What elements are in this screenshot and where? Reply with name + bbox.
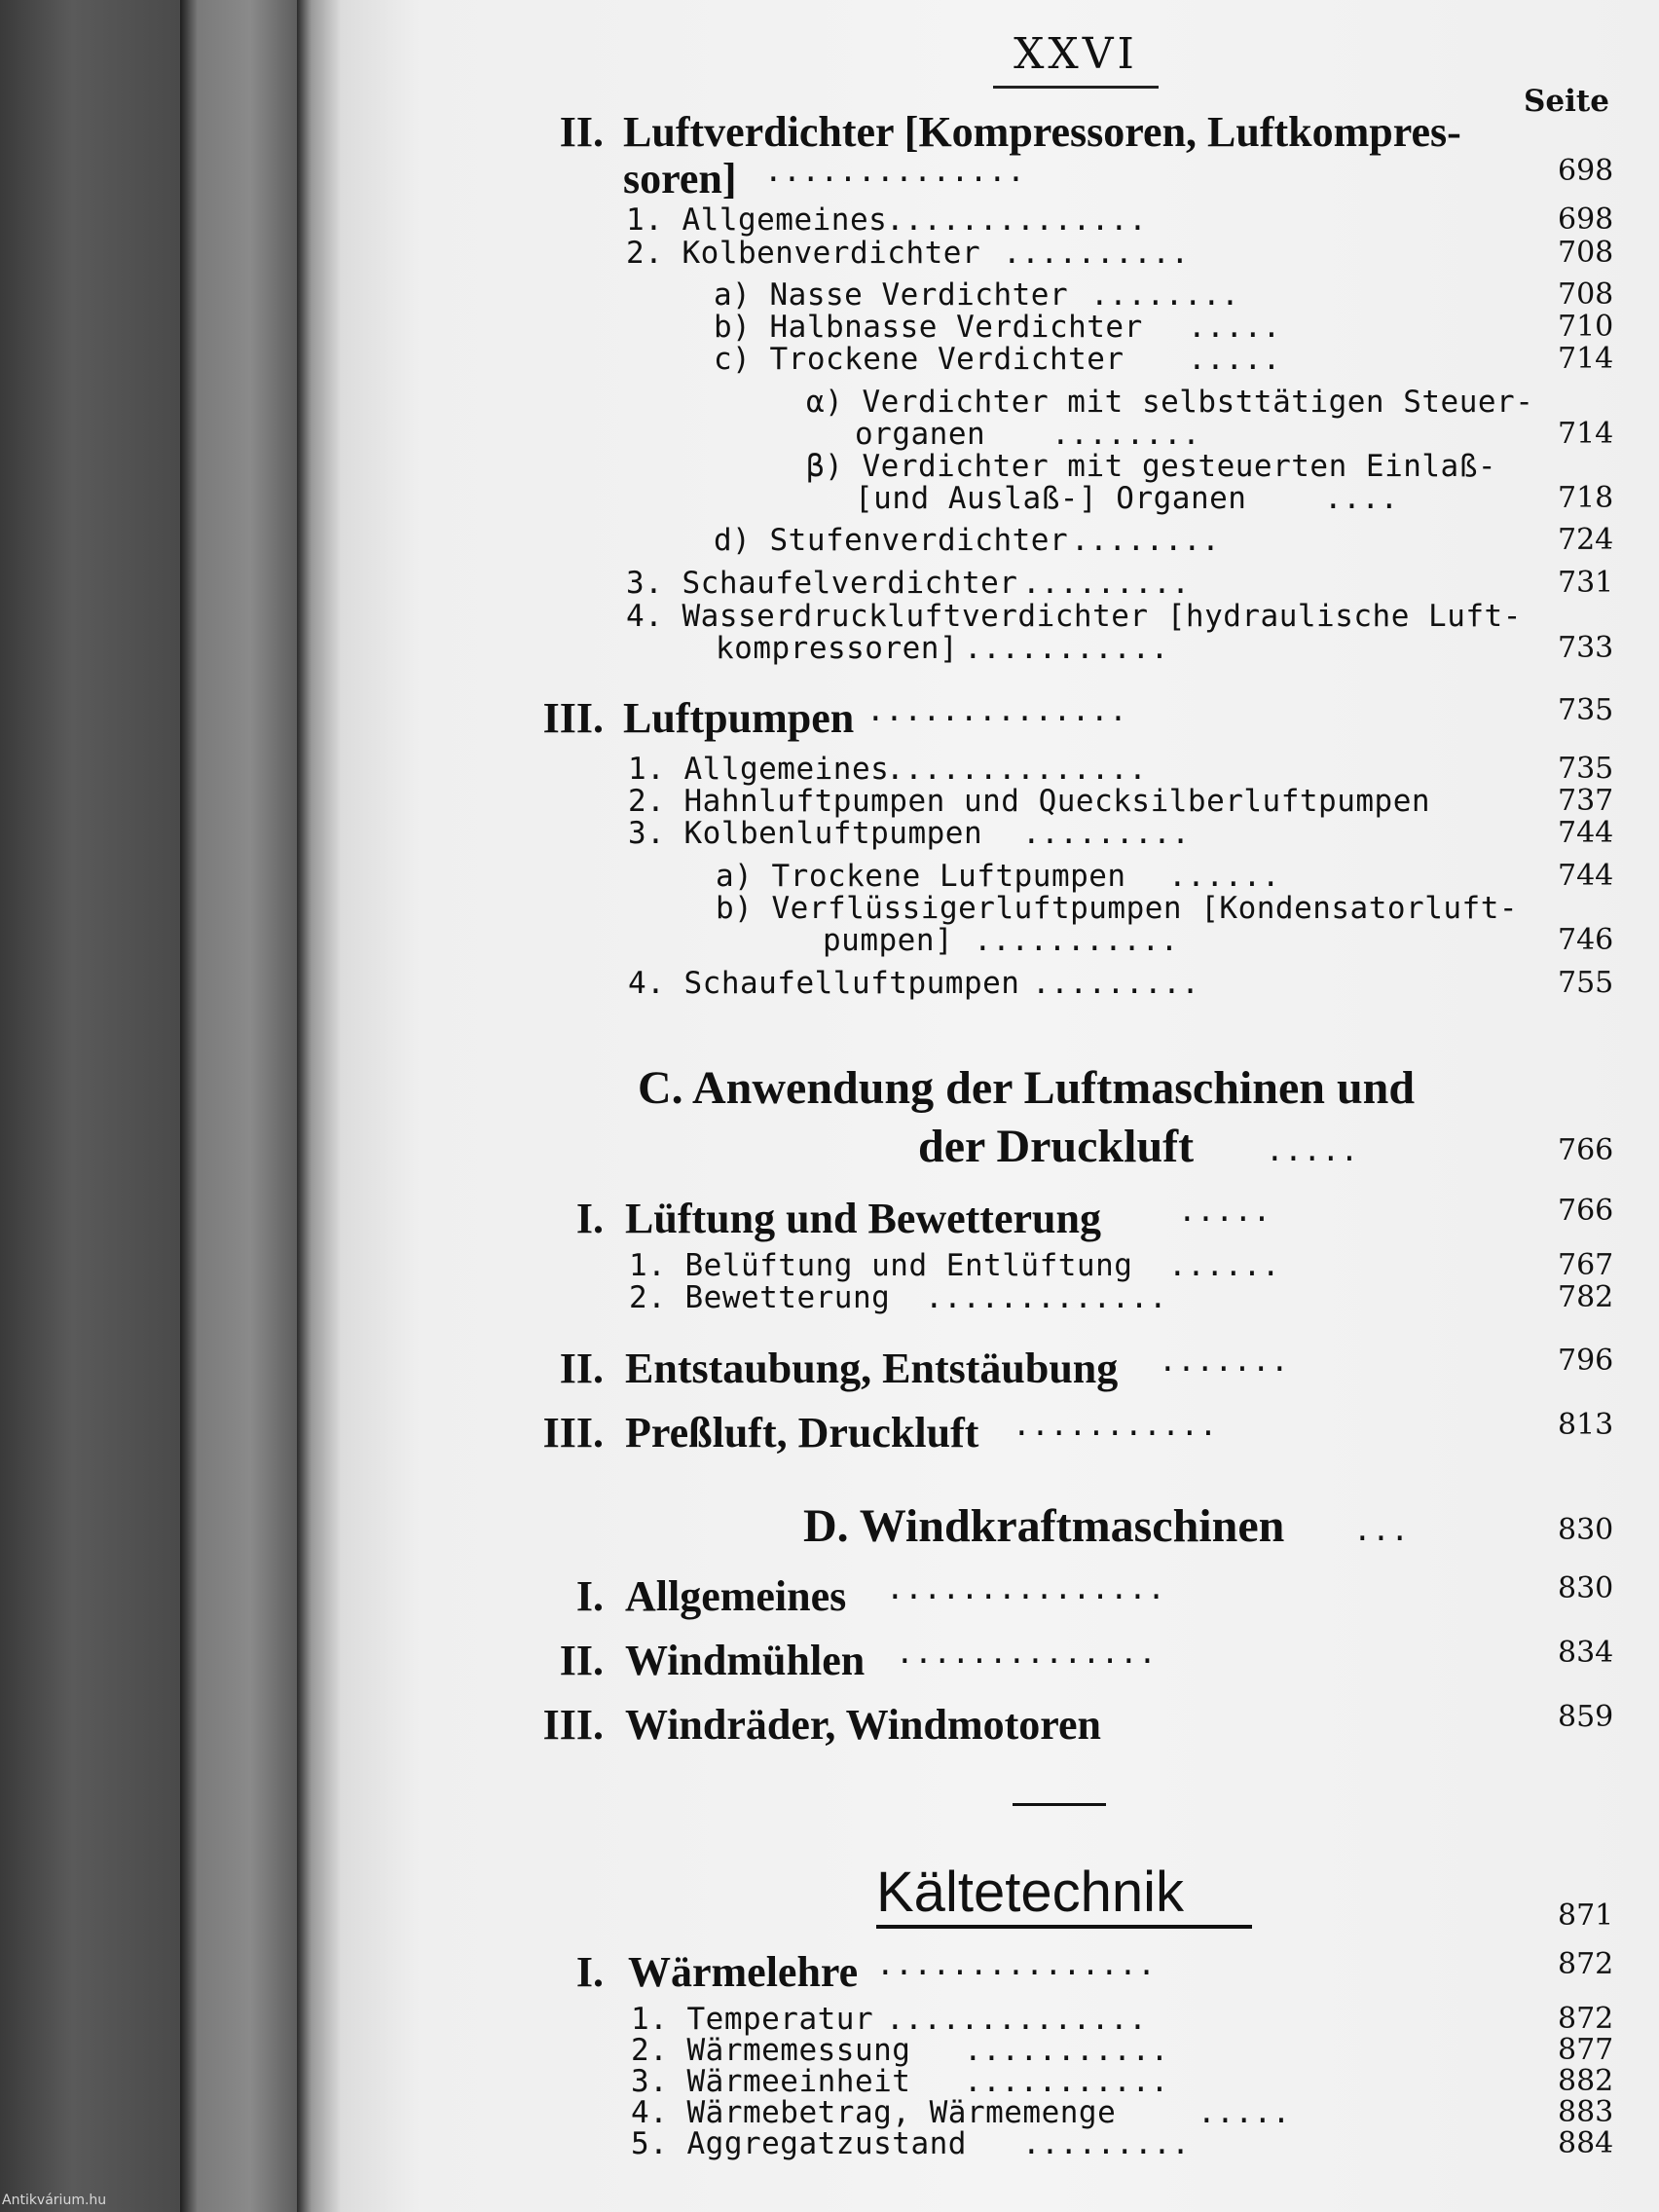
page-number: 830: [1558, 1513, 1614, 1547]
leader-dots: ......: [1168, 1248, 1280, 1283]
leader-dots: ........: [1051, 417, 1201, 452]
entry-label: 1. Allgemeines: [628, 752, 890, 787]
roman-numeral: I.: [575, 1948, 604, 1996]
part-title-line1: C. Anwendung der Luftmaschinen und: [638, 1062, 1416, 1114]
toc-entry: [0, 523, 1659, 562]
leader-dots: ...........: [964, 631, 1169, 666]
toc-section-pressluft: [0, 1408, 1659, 1456]
page-number: 877: [1558, 2033, 1614, 2067]
leader-dots: .....: [1188, 310, 1281, 345]
leader-dots: .........: [1032, 966, 1200, 1001]
leader-dots: .....: [1188, 342, 1281, 377]
page-number: 698: [1558, 203, 1614, 237]
page-number: 714: [1558, 417, 1614, 451]
section-title: Wärmelehre: [628, 1948, 859, 1996]
page-number: 735: [1558, 693, 1614, 727]
entry-label: 1. Allgemeines: [626, 203, 888, 238]
leader-dots: .....: [1266, 1133, 1359, 1168]
entry-label: 1. Belüftung und Entlüftung: [629, 1248, 1133, 1283]
leader-dots: ..............: [886, 752, 1148, 787]
page-number: 872: [1558, 2002, 1614, 2036]
leader-dots: ........: [1090, 277, 1240, 313]
toc-section-luftpumpen: [0, 693, 1659, 742]
watermark: Antikvárium.hu: [2, 2193, 107, 2208]
toc-section-allgemeines: [0, 1571, 1659, 1620]
page-number: 834: [1558, 1636, 1614, 1670]
roman-numeral: I.: [575, 1195, 604, 1242]
page-number: 735: [1558, 752, 1614, 786]
leader-dots: .........: [1022, 566, 1191, 601]
leader-dots: ..............: [896, 1636, 1158, 1671]
toc-section-lueftung: [0, 1194, 1659, 1242]
entry-label: 2. Hahnluftpumpen und Quecksilberluftpumpen: [628, 784, 1431, 819]
leader-dots: ..............: [764, 154, 1026, 189]
section-title: Allgemeines: [625, 1572, 847, 1620]
entry-label: 3. Wärmeeinheit: [631, 2064, 911, 2099]
page-number: 733: [1558, 631, 1614, 665]
entry-label: kompressoren]: [716, 631, 959, 666]
entry-label: 3. Schaufelverdichter: [626, 566, 1018, 601]
section-title: Lüftung und Bewetterung: [625, 1195, 1101, 1242]
entry-label: [und Auslaß-] Organen: [855, 481, 1247, 516]
entry-label: 3. Kolbenluftpumpen: [628, 816, 983, 851]
page-number: 746: [1558, 923, 1614, 957]
page-number: 884: [1558, 2126, 1614, 2160]
section-title-line2: soren]: [623, 155, 737, 203]
entry-label: 4. Wasserdruckluftverdichter [hydraulische Luft-: [626, 599, 1522, 634]
page-number: 724: [1558, 523, 1614, 557]
toc-entry: [0, 966, 1659, 1005]
leader-dots: ...............: [876, 1947, 1157, 1982]
toc-entry: [0, 923, 1659, 962]
leader-dots: .....: [1198, 2095, 1291, 2130]
page-number: 766: [1558, 1133, 1614, 1167]
page-number: 731: [1558, 566, 1614, 600]
entry-label: 2. Wärmemessung: [631, 2033, 911, 2068]
section-title: Entstaubung, Entstäubung: [625, 1345, 1119, 1392]
entry-label: a) Trockene Luftpumpen: [716, 859, 1126, 894]
leader-dots: .........: [1022, 2126, 1191, 2161]
roman-numeral: II.: [559, 108, 604, 156]
kaeltetechnik-page-row: [0, 1899, 1659, 1937]
page-number: 744: [1558, 859, 1614, 893]
page-number: 782: [1558, 1280, 1614, 1314]
leader-dots: ...: [1353, 1513, 1410, 1548]
page-number: 755: [1558, 966, 1614, 1000]
entry-label: b) Halbnasse Verdichter: [714, 310, 1143, 345]
section-title: Windmühlen: [625, 1637, 866, 1684]
leader-dots: ..........: [1003, 236, 1190, 271]
roman-numeral: II.: [559, 1637, 604, 1684]
page-number: 813: [1558, 1408, 1614, 1442]
leader-dots: ...............: [886, 1571, 1166, 1606]
toc-entry: [0, 342, 1659, 381]
page-number: 708: [1558, 236, 1614, 270]
page-number: 767: [1558, 1248, 1614, 1282]
entry-label: 4. Schaufelluftpumpen: [628, 966, 1020, 1001]
section-divider: [1013, 1803, 1106, 1806]
roman-numeral: II.: [559, 1345, 604, 1392]
part-d-heading: [0, 1499, 1659, 1554]
leader-dots: ...........: [974, 923, 1179, 958]
page-number: 714: [1558, 342, 1614, 376]
leader-dots: ...........: [964, 2033, 1169, 2068]
leader-dots: .....: [1178, 1194, 1272, 1229]
page-number: 718: [1558, 481, 1614, 515]
toc-section-luftverdichter: [0, 107, 1659, 156]
page-header: XXVI: [1014, 29, 1138, 79]
roman-numeral: III.: [542, 1409, 604, 1456]
entry-label: 1. Temperatur: [631, 2002, 874, 2037]
page-number: 744: [1558, 816, 1614, 850]
toc-entry: [0, 1280, 1659, 1319]
page-number: 872: [1558, 1947, 1614, 1981]
section-title-line1: Luftverdichter [Kompressoren, Luftkompres-: [623, 108, 1461, 156]
entry-label: β) Verdichter mit gesteuerten Einlaß-: [806, 449, 1497, 484]
entry-label: d) Stufenverdichter: [714, 523, 1069, 558]
leader-dots: ...........: [964, 2064, 1169, 2099]
toc-entry: [0, 236, 1659, 275]
toc-entry: [0, 631, 1659, 670]
leader-dots: ..............: [886, 203, 1148, 238]
page-number: 737: [1558, 784, 1614, 818]
toc-section-luftverdichter-line2: [0, 154, 1659, 203]
part-title-line2: der Druckluft: [918, 1121, 1195, 1172]
roman-numeral: III.: [542, 694, 604, 742]
page-number: 796: [1558, 1344, 1614, 1378]
page-number: 710: [1558, 310, 1614, 344]
toc-entry: [0, 2126, 1659, 2165]
entry-label: pumpen]: [823, 923, 954, 958]
roman-numeral: III.: [542, 1701, 604, 1749]
page-number: 708: [1558, 277, 1614, 312]
entry-label: 2. Bewetterung: [629, 1280, 891, 1315]
leader-dots: ........: [1071, 523, 1221, 558]
toc-entry: [0, 481, 1659, 520]
page-number: 883: [1558, 2095, 1614, 2129]
leader-dots: .........: [1022, 816, 1191, 851]
leader-dots: .......: [1159, 1344, 1290, 1379]
entry-label: a) Nasse Verdichter: [714, 277, 1069, 313]
toc-section-entstaubung: [0, 1344, 1659, 1392]
entry-label: 4. Wärmebetrag, Wärmemenge: [631, 2095, 1117, 2130]
roman-numeral: I.: [575, 1572, 604, 1620]
page-number: 882: [1558, 2064, 1614, 2098]
entry-label: 5. Aggregatzustand: [631, 2126, 967, 2161]
leader-dots: ......: [1168, 859, 1280, 894]
entry-label: organen: [855, 417, 986, 452]
part-c-heading-line2: [0, 1120, 1659, 1174]
section-title: Windräder, Windmotoren: [625, 1701, 1102, 1749]
entry-label: 2. Kolbenverdichter: [626, 236, 981, 271]
page-number: 871: [1558, 1899, 1614, 1933]
toc-section-windmuehlen: [0, 1636, 1659, 1684]
leader-dots: ..............: [886, 2002, 1148, 2037]
section-title: Preßluft, Druckluft: [625, 1409, 979, 1456]
kaeltetechnik-heading: Kältetechnik: [876, 1861, 1184, 1924]
toc-section-windraeder: [0, 1700, 1659, 1749]
toc-entry: [0, 816, 1659, 855]
entry-label: α) Verdichter mit selbsttätigen Steuer-: [806, 385, 1534, 420]
page-number: 830: [1558, 1571, 1614, 1605]
leader-dots: ..............: [866, 693, 1128, 728]
page-number: 766: [1558, 1194, 1614, 1228]
part-c-heading-line1: [0, 1061, 1659, 1116]
header-rule: [993, 86, 1159, 89]
page-number: 698: [1558, 154, 1614, 188]
seite-label: Seite: [1524, 84, 1609, 119]
section-title: Luftpumpen: [623, 694, 855, 742]
toc-section-waermelehre: [0, 1947, 1659, 1996]
leader-dots: ....: [1324, 481, 1399, 516]
leader-dots: .............: [925, 1280, 1168, 1315]
entry-label: b) Verflüssigerluftpumpen [Kondensatorluft-: [716, 891, 1519, 926]
page-number: 859: [1558, 1700, 1614, 1734]
entry-label: c) Trockene Verdichter: [714, 342, 1124, 377]
part-title: D. Windkraftmaschinen: [803, 1500, 1285, 1552]
leader-dots: ...........: [1013, 1408, 1218, 1443]
